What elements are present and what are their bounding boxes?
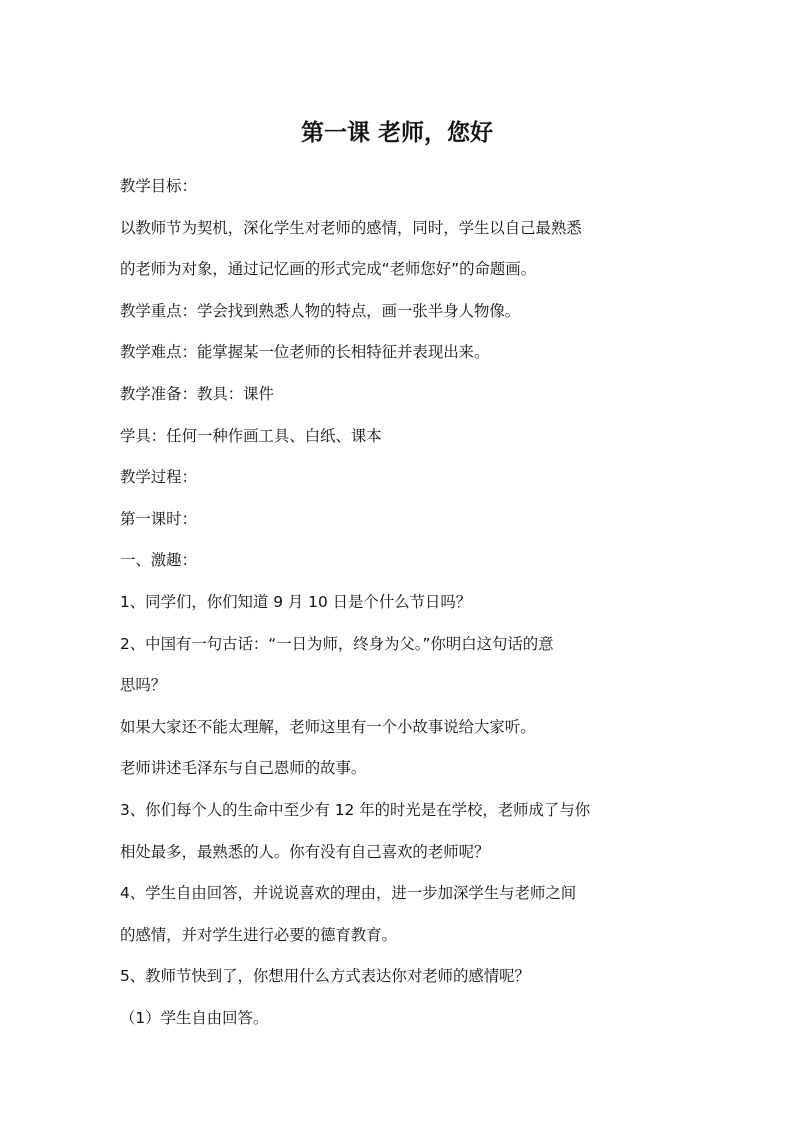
paragraph-line: 的感情，并对学生进行必要的德育教育。 (120, 925, 398, 944)
paragraph-line: 教学准备：教具：课件 (120, 384, 274, 403)
paragraph-line: 1、同学们，你们知道 9 月 10 日是个什么节日吗？ (120, 592, 472, 611)
paragraph-line: 教学目标： (120, 177, 197, 195)
document-body (120, 166, 676, 1039)
paragraph-line: 学具：任何一种作画工具、白纸、课本 (120, 426, 382, 445)
paragraph-line: 如果大家还不能太理解，老师这里有一个小故事说给大家听。 (120, 717, 536, 736)
paragraph-line: 思吗？ (120, 676, 167, 695)
paragraph-line: 教学难点：能掌握某一位老师的长相特征并表现出来。 (120, 343, 490, 362)
paragraph-line: 第一课时： (120, 509, 197, 528)
paragraph-line: 相处最多，最熟悉的人。你有没有自己喜欢的老师呢？ (120, 842, 490, 861)
paragraph-line: 教学重点：学会找到熟悉人物的特点，画一张半身人物像。 (120, 301, 521, 320)
paragraph-line: 教学过程： (120, 468, 197, 487)
page-title: 第一课 老师，您好 (300, 120, 493, 146)
paragraph-line: 5、教师节快到了，你想用什么方式表达你对老师的感情呢？ (120, 967, 530, 986)
paragraph-line: 4、学生自由回答，并说说喜欢的理由，进一步加深学生与老师之间 (120, 884, 577, 903)
paragraph-line: （1）学生自由回答。 (120, 1008, 269, 1027)
paragraph-line: 老师讲述毛泽东与自己恩师的故事。 (120, 759, 367, 778)
paragraph-line: 3、你们每个人的生命中至少有 12 年的时光是在学校，老师成了与你 (120, 800, 591, 819)
paragraph-line: 2、中国有一句古话：“一日为师，终身为父。”你明白这句话的意 (120, 634, 554, 653)
paragraph-line: 一、激趣： (120, 551, 197, 570)
paragraph-line: 的老师为对象，通过记忆画的形式完成“老师您好”的命题画。 (120, 260, 537, 279)
paragraph-line: 以教师节为契机，深化学生对老师的感情，同时，学生以自己最熟悉 (120, 218, 582, 237)
